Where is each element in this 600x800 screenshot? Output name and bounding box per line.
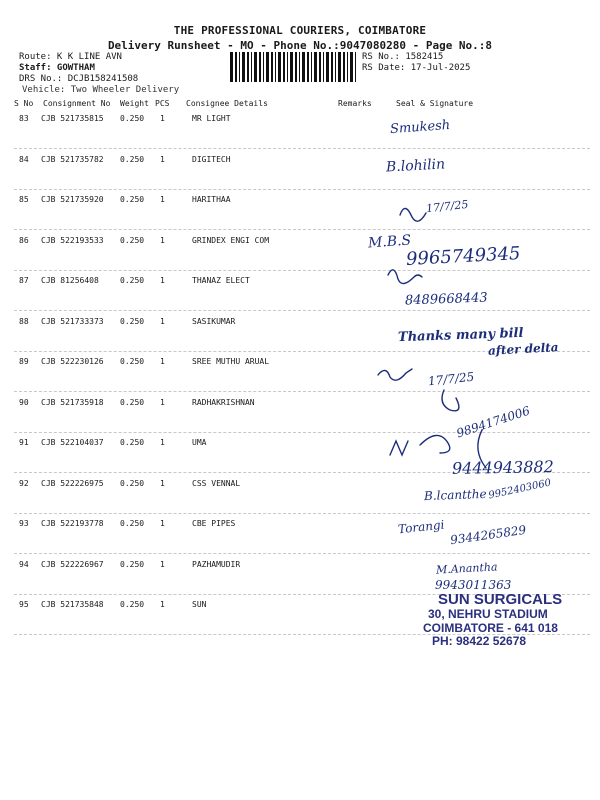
row-weight: 0.250 (120, 560, 145, 569)
rs-date: RS Date: 17-Jul-2025 (362, 63, 471, 73)
handwriting-signature: B.lohilin (385, 156, 446, 176)
col-remarks: Remarks (338, 99, 372, 108)
row-consignee: MR LIGHT (192, 114, 231, 123)
col-seal-signature: Seal & Signature (396, 99, 474, 108)
row-consignee: UMA (192, 438, 207, 447)
staff-label: Staff: GOWTHAM (19, 63, 95, 73)
row-divider (14, 553, 590, 554)
row-sno: 90 (19, 398, 29, 407)
handwriting-signature: Torangi (397, 517, 446, 537)
row-weight: 0.250 (120, 155, 145, 164)
handwriting-phone: 9344265829 (449, 522, 527, 548)
handwriting-signature: B.lcantthe (423, 486, 487, 504)
row-consignee: SASIKUMAR (192, 317, 236, 326)
row-weight: 0.250 (120, 398, 145, 407)
row-weight: 0.250 (120, 317, 145, 326)
col-consignment: Consignment No (43, 99, 111, 108)
row-weight: 0.250 (120, 357, 145, 366)
scribble-92 (390, 441, 408, 455)
row-pcs: 1 (160, 357, 165, 366)
row-weight: 0.250 (120, 236, 145, 245)
row-pcs: 1 (160, 479, 165, 488)
row-consignment-no: CJB 522104037 (41, 438, 104, 447)
handwriting-remark: after delta (487, 340, 559, 358)
stamp-city: COIMBATORE - 641 018 (423, 621, 558, 635)
row-sno: 91 (19, 438, 29, 447)
row-sno: 95 (19, 600, 29, 609)
row-sno: 92 (19, 479, 29, 488)
row-consignment-no: CJB 522193533 (41, 236, 104, 245)
handwriting-phone: 9952403060 (487, 477, 553, 502)
barcode-icon (230, 52, 356, 82)
handwriting-phone: 9444943882 (451, 457, 554, 478)
col-consignee: Consignee Details (186, 99, 268, 108)
row-consignment-no: CJB 521733373 (41, 317, 104, 326)
page-title: THE PROFESSIONAL COURIERS, COIMBATORE (173, 24, 427, 37)
row-sno: 88 (19, 317, 29, 326)
row-weight: 0.250 (120, 600, 145, 609)
row-consignee: GRINDEX ENGI COM (192, 236, 270, 245)
row-consignee: THANAZ ELECT (192, 276, 250, 285)
handwriting-phone: 9943011363 (435, 578, 512, 592)
row-consignment-no: CJB 521735920 (41, 195, 104, 204)
row-sno: 83 (19, 114, 29, 123)
row-sno: 87 (19, 276, 29, 285)
row-consignee: SUN (192, 600, 207, 609)
rs-number: RS No.: 1582415 (362, 52, 444, 62)
row-pcs: 1 (160, 317, 165, 326)
row-consignee: SREE MUTHU ARUAL (192, 357, 270, 366)
row-consignee: PAZHAMUDIR (192, 560, 241, 569)
row-consignment-no: CJB 522193778 (41, 519, 104, 528)
row-consignment-no: CJB 521735782 (41, 155, 104, 164)
handwriting-remark: Thanks many bill (397, 325, 524, 346)
row-pcs: 1 (160, 155, 165, 164)
row-pcs: 1 (160, 276, 165, 285)
row-consignment-no: CJB 81256408 (41, 276, 99, 285)
row-sno: 85 (19, 195, 29, 204)
row-weight: 0.250 (120, 479, 145, 488)
scribble-stamp-lines (478, 430, 486, 468)
col-pcs: PCS (155, 99, 170, 108)
row-consignment-no: CJB 521735815 (41, 114, 104, 123)
row-consignee: DIGITECH (192, 155, 231, 164)
row-sno: 89 (19, 357, 29, 366)
route-label: Route: K K LINE AVN (19, 52, 122, 62)
row-pcs: 1 (160, 236, 165, 245)
handwriting-signature: M.B.S (367, 232, 412, 252)
row-pcs: 1 (160, 195, 165, 204)
row-weight: 0.250 (120, 276, 145, 285)
drs-number: DRS No.: DCJB158241508 (19, 74, 139, 84)
row-weight: 0.250 (120, 438, 145, 447)
handwriting-date: 17/7/25 (427, 369, 475, 389)
col-sno: S No (14, 99, 34, 108)
handwriting-signature: Smukesh (389, 117, 451, 138)
scribble-87 (388, 270, 422, 284)
row-pcs: 1 (160, 519, 165, 528)
scribble-92-b (420, 435, 450, 453)
handwriting-date: 17/7/25 (425, 197, 469, 216)
row-sno: 86 (19, 236, 29, 245)
stamp-phone: PH: 98422 52678 (432, 634, 527, 648)
row-consignment-no: CJB 521735918 (41, 398, 104, 407)
stamp-address: 30, NEHRU STADIUM (428, 607, 548, 621)
row-pcs: 1 (160, 438, 165, 447)
row-sno: 94 (19, 560, 29, 569)
row-weight: 0.250 (120, 195, 145, 204)
stamp-company-name: SUN SURGICALS (438, 591, 563, 608)
col-weight: Weight (120, 99, 149, 108)
scribble-85 (400, 208, 426, 221)
row-consignee: CBE PIPES (192, 519, 236, 528)
row-pcs: 1 (160, 398, 165, 407)
row-weight: 0.250 (120, 114, 145, 123)
row-sno: 84 (19, 155, 29, 164)
row-pcs: 1 (160, 600, 165, 609)
handwriting-phone: 8489668443 (404, 290, 488, 309)
handwriting-signature: M.Anantha (435, 560, 498, 577)
scribble-90 (442, 390, 459, 411)
handwriting-phone: 9894174006 (454, 403, 532, 441)
row-consignee: RADHAKRISHNAN (192, 398, 255, 407)
row-divider (14, 513, 590, 514)
handwriting-phone: 9965749345 (405, 243, 522, 270)
row-sno: 93 (19, 519, 29, 528)
row-consignment-no: CJB 521735848 (41, 600, 104, 609)
row-consignment-no: CJB 522230126 (41, 357, 104, 366)
scribble-89 (378, 369, 412, 380)
row-consignment-no: CJB 522226967 (41, 560, 104, 569)
signature-scribbles (360, 130, 590, 490)
row-consignment-no: CJB 522226975 (41, 479, 104, 488)
row-pcs: 1 (160, 560, 165, 569)
row-weight: 0.250 (120, 519, 145, 528)
vehicle-label: Vehicle: Two Wheeler Delivery (22, 85, 180, 95)
row-pcs: 1 (160, 114, 165, 123)
row-consignee: HARITHAA (192, 195, 231, 204)
row-consignee: CSS VENNAL (192, 479, 241, 488)
runsheet-subtitle: Delivery Runsheet - MO - Phone No.:9047080280 - Page No.:8 (107, 39, 493, 52)
